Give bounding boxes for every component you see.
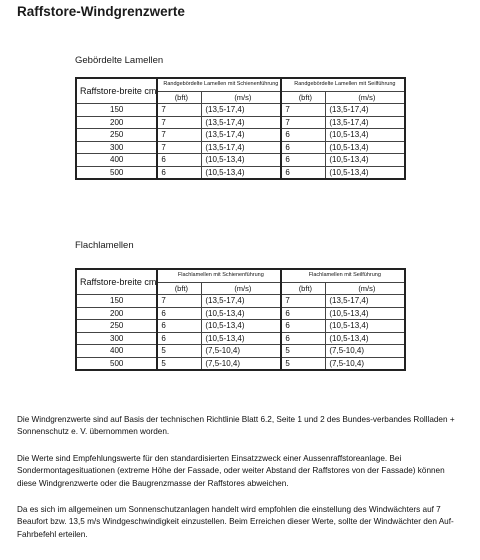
cell-ms: (10,5-13,4) (202, 154, 282, 167)
cell-ms: (7,5-10,4) (326, 345, 406, 358)
header-unit-ms: (m/s) (326, 91, 406, 104)
cell-breite: 500 (76, 357, 157, 370)
table-row (76, 345, 405, 358)
table-row (76, 320, 405, 333)
cell-bft: 6 (281, 320, 326, 333)
cell-breite: 500 (76, 166, 157, 179)
cell-ms: (10,5-13,4) (202, 332, 282, 345)
cell-bft: 6 (281, 154, 326, 167)
cell-breite: 250 (76, 129, 157, 142)
cell-bft: 6 (281, 307, 326, 320)
header-unit-bft: (bft) (281, 282, 326, 295)
cell-ms: (10,5-13,4) (326, 332, 406, 345)
cell-bft: 6 (157, 307, 202, 320)
cell-bft: 6 (281, 129, 326, 142)
table-row (76, 104, 405, 117)
header-group-seil: Flachlamellen mit Seilführung (281, 269, 405, 282)
cell-bft: 7 (157, 141, 202, 154)
cell-ms: (7,5-10,4) (326, 357, 406, 370)
header-unit-ms: (m/s) (202, 282, 282, 295)
cell-breite: 400 (76, 154, 157, 167)
header-breite: Raffstore-breite cm (76, 78, 157, 104)
cell-breite: 150 (76, 104, 157, 117)
cell-bft: 6 (157, 332, 202, 345)
cell-ms: (13,5-17,4) (326, 295, 406, 308)
cell-ms: (7,5-10,4) (202, 357, 282, 370)
cell-bft: 7 (157, 116, 202, 129)
cell-ms: (10,5-13,4) (202, 166, 282, 179)
header-unit-bft: (bft) (281, 91, 326, 104)
paragraph-richtlinie: Die Windgrenzwerte sind auf Basis der technischen Richtlinie Blatt 6.2, Seite 1 und 2 des Bundes-verbandes Rollladen + Sonnenschutz e. V. übernommen worden. (17, 415, 455, 437)
section-title-flachlamellen: Flachlamellen (75, 240, 134, 251)
cell-bft: 5 (281, 357, 326, 370)
table-gebordelte-lamellen (75, 77, 406, 180)
cell-bft: 6 (281, 166, 326, 179)
table-row (76, 154, 405, 167)
cell-ms: (13,5-17,4) (202, 141, 282, 154)
cell-ms: (10,5-13,4) (326, 129, 406, 142)
cell-breite: 250 (76, 320, 157, 333)
cell-breite: 200 (76, 116, 157, 129)
cell-bft: 7 (157, 104, 202, 117)
table-row (76, 116, 405, 129)
cell-bft: 5 (157, 357, 202, 370)
cell-ms: (10,5-13,4) (326, 166, 406, 179)
cell-bft: 6 (157, 320, 202, 333)
cell-breite: 400 (76, 345, 157, 358)
paragraph-windwaechter: Da es sich im allgemeinen um Sonnenschutzanlagen handelt wird empfohlen die einstellung des Windwächters auf 7 Beaufort bzw. 13,5 m/s Windgeschwindigkeit einzustellen. Beim Erreichen dieser Werte, sollte der Windwächter den Auf-Fahrbefehl erteilen. (17, 505, 454, 539)
cell-bft: 7 (281, 295, 326, 308)
cell-ms: (10,5-13,4) (326, 320, 406, 333)
cell-bft: 6 (157, 166, 202, 179)
table-row (76, 141, 405, 154)
header-group-seil: Randgebördelte Lamellen mit Seilführung (281, 78, 405, 91)
table-row (76, 307, 405, 320)
header-breite: Raffstore-breite cm (76, 269, 157, 295)
cell-ms: (13,5-17,4) (202, 129, 282, 142)
table-row (76, 295, 405, 308)
cell-ms: (13,5-17,4) (326, 116, 406, 129)
page-title: Raffstore-Windgrenzwerte (17, 4, 185, 19)
cell-bft: 7 (281, 104, 326, 117)
cell-bft: 5 (281, 345, 326, 358)
table-row (76, 332, 405, 345)
table-row (76, 357, 405, 370)
section-title-gebordelte: Gebördelte Lamellen (75, 55, 164, 66)
cell-bft: 6 (281, 332, 326, 345)
table-flachlamellen (75, 268, 406, 371)
cell-ms: (10,5-13,4) (202, 320, 282, 333)
cell-ms: (10,5-13,4) (326, 141, 406, 154)
cell-ms: (13,5-17,4) (202, 104, 282, 117)
cell-ms: (7,5-10,4) (202, 345, 282, 358)
table-row (76, 129, 405, 142)
cell-ms: (10,5-13,4) (202, 307, 282, 320)
header-group-schienen: Flachlamellen mit Schienenführung (157, 269, 281, 282)
cell-breite: 200 (76, 307, 157, 320)
header-group-schienen: Randgebördelte Lamellen mit Schienenführung (157, 78, 281, 91)
cell-ms: (13,5-17,4) (202, 295, 282, 308)
cell-bft: 7 (157, 129, 202, 142)
cell-bft: 6 (281, 141, 326, 154)
cell-bft: 6 (157, 154, 202, 167)
table-row (76, 166, 405, 179)
header-unit-bft: (bft) (157, 282, 202, 295)
cell-ms: (13,5-17,4) (202, 116, 282, 129)
header-unit-ms: (m/s) (202, 91, 282, 104)
cell-bft: 7 (281, 116, 326, 129)
cell-bft: 5 (157, 345, 202, 358)
cell-breite: 300 (76, 332, 157, 345)
cell-ms: (10,5-13,4) (326, 307, 406, 320)
cell-ms: (13,5-17,4) (326, 104, 406, 117)
cell-breite: 300 (76, 141, 157, 154)
cell-ms: (10,5-13,4) (326, 154, 406, 167)
cell-breite: 150 (76, 295, 157, 308)
cell-bft: 7 (157, 295, 202, 308)
header-unit-bft: (bft) (157, 91, 202, 104)
paragraph-empfehlung: Die Werte sind Empfehlungswerte für den standardisierten Einsatzzweck einer Aussenraffstoreanlage. Bei Sondermontagesituationen (extreme Höhe der Fassade, oder weiter Abstand der Raffstores von der Fassade) können diese Windgrenzwerte oder die Baugrenzmasse der Raffstores abweichen. (17, 454, 445, 488)
header-unit-ms: (m/s) (326, 282, 406, 295)
